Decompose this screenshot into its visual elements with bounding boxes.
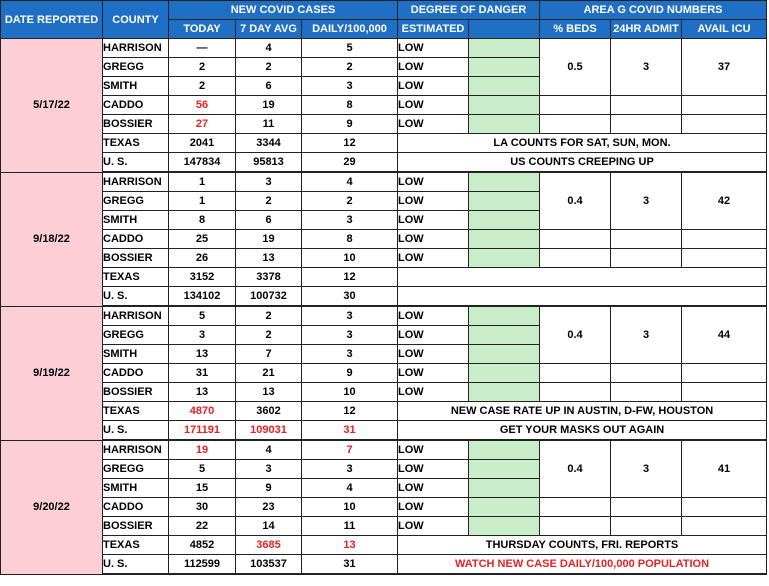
table-row	[1, 440, 767, 460]
daily-per-100k-cell[interactable]: 31	[302, 421, 398, 441]
seven-day-avg-cell[interactable]: 3685	[236, 536, 302, 555]
admit-24hr-cell[interactable]: 3	[611, 440, 682, 498]
pct-beds-cell[interactable]: 0.4	[540, 440, 611, 498]
county-cell[interactable]: CADDO	[103, 498, 169, 517]
county-cell[interactable]: SMITH	[103, 345, 169, 364]
table-row	[1, 536, 767, 555]
seven-day-avg-cell[interactable]: 3602	[236, 402, 302, 421]
seven-day-avg-cell[interactable]: 2	[236, 58, 302, 77]
today-cell[interactable]: 171191	[169, 421, 236, 441]
today-cell[interactable]: 3	[169, 326, 236, 345]
county-cell[interactable]: GREGG	[103, 192, 169, 211]
danger-estimated-cell[interactable]: LOW	[398, 58, 469, 77]
seven-day-avg-cell[interactable]: 4	[236, 440, 302, 460]
danger-color-cell[interactable]	[469, 364, 540, 383]
daily-per-100k-cell[interactable]: 10	[302, 498, 398, 517]
note-cell[interactable]: LA COUNTS FOR SAT, SUN, MON.	[398, 134, 767, 153]
daily-per-100k-cell[interactable]: 11	[302, 517, 398, 536]
empty-cell[interactable]	[540, 364, 611, 383]
header-7day-avg: 7 DAY AVG	[236, 20, 302, 39]
danger-color-cell[interactable]	[469, 306, 540, 326]
daily-per-100k-cell[interactable]: 3	[302, 211, 398, 230]
county-cell[interactable]: CADDO	[103, 230, 169, 249]
danger-color-cell[interactable]	[469, 39, 540, 58]
danger-color-cell[interactable]	[469, 211, 540, 230]
seven-day-avg-cell[interactable]: 21	[236, 364, 302, 383]
empty-cell[interactable]	[682, 498, 767, 517]
seven-day-avg-cell[interactable]: 14	[236, 517, 302, 536]
daily-per-100k-cell[interactable]: 2	[302, 192, 398, 211]
danger-estimated-cell[interactable]: LOW	[398, 172, 469, 192]
seven-day-avg-cell[interactable]: 6	[236, 77, 302, 96]
danger-estimated-cell[interactable]: LOW	[398, 306, 469, 326]
seven-day-avg-cell[interactable]: 13	[236, 383, 302, 402]
county-cell[interactable]: GREGG	[103, 326, 169, 345]
table-row	[1, 268, 767, 287]
daily-per-100k-cell[interactable]: 8	[302, 96, 398, 115]
daily-per-100k-cell[interactable]: 4	[302, 172, 398, 192]
empty-cell[interactable]	[682, 517, 767, 536]
danger-color-cell[interactable]	[469, 517, 540, 536]
county-cell[interactable]: U. S.	[103, 555, 169, 575]
empty-cell[interactable]	[682, 115, 767, 134]
today-cell[interactable]: 4870	[169, 402, 236, 421]
danger-estimated-cell[interactable]: LOW	[398, 364, 469, 383]
danger-estimated-cell[interactable]: LOW	[398, 249, 469, 268]
daily-per-100k-cell[interactable]: 3	[302, 460, 398, 479]
danger-estimated-cell[interactable]: LOW	[398, 440, 469, 460]
empty-cell[interactable]	[611, 230, 682, 249]
danger-estimated-cell[interactable]: LOW	[398, 326, 469, 345]
county-cell[interactable]: HARRISON	[103, 39, 169, 58]
today-cell[interactable]: 56	[169, 96, 236, 115]
seven-day-avg-cell[interactable]: 13	[236, 249, 302, 268]
danger-color-cell[interactable]	[469, 460, 540, 479]
danger-color-cell[interactable]	[469, 498, 540, 517]
danger-estimated-cell[interactable]: LOW	[398, 460, 469, 479]
seven-day-avg-cell[interactable]: 3344	[236, 134, 302, 153]
empty-cell[interactable]	[611, 115, 682, 134]
danger-estimated-cell[interactable]: LOW	[398, 383, 469, 402]
date-cell[interactable]: 9/18/22	[1, 172, 103, 306]
header-date-reported: DATE REPORTED	[1, 1, 103, 39]
table-row	[1, 498, 767, 517]
avail-icu-cell[interactable]: 41	[682, 440, 767, 498]
seven-day-avg-cell[interactable]: 6	[236, 211, 302, 230]
header-today: TODAY	[169, 20, 236, 39]
admit-24hr-cell[interactable]: 3	[611, 172, 682, 230]
daily-per-100k-cell[interactable]: 4	[302, 479, 398, 498]
today-cell[interactable]: 30	[169, 498, 236, 517]
daily-per-100k-cell[interactable]: 10	[302, 249, 398, 268]
county-cell[interactable]: TEXAS	[103, 402, 169, 421]
danger-estimated-cell[interactable]: LOW	[398, 498, 469, 517]
table-row	[1, 287, 767, 307]
daily-per-100k-cell[interactable]: 9	[302, 364, 398, 383]
county-cell[interactable]: BOSSIER	[103, 383, 169, 402]
danger-estimated-cell[interactable]: LOW	[398, 39, 469, 58]
date-cell[interactable]: 5/17/22	[1, 39, 103, 173]
danger-estimated-cell[interactable]: LOW	[398, 230, 469, 249]
note-cell[interactable]: THURSDAY COUNTS, FRI. REPORTS	[398, 536, 767, 555]
avail-icu-cell[interactable]: 42	[682, 172, 767, 230]
county-cell[interactable]: SMITH	[103, 479, 169, 498]
danger-estimated-cell[interactable]: LOW	[398, 211, 469, 230]
daily-per-100k-cell[interactable]: 29	[302, 153, 398, 173]
daily-per-100k-cell[interactable]: 5	[302, 39, 398, 58]
today-cell[interactable]: 27	[169, 115, 236, 134]
seven-day-avg-cell[interactable]: 3378	[236, 268, 302, 287]
daily-per-100k-cell[interactable]: 10	[302, 383, 398, 402]
table-row	[1, 402, 767, 421]
header-blank	[469, 20, 540, 39]
seven-day-avg-cell[interactable]: 9	[236, 479, 302, 498]
county-cell[interactable]: HARRISON	[103, 440, 169, 460]
danger-color-cell[interactable]	[469, 96, 540, 115]
danger-estimated-cell[interactable]: LOW	[398, 479, 469, 498]
empty-cell[interactable]	[611, 364, 682, 383]
empty-cell[interactable]	[540, 96, 611, 115]
seven-day-avg-cell[interactable]: 95813	[236, 153, 302, 173]
avail-icu-cell[interactable]: 44	[682, 306, 767, 364]
today-cell[interactable]: 5	[169, 460, 236, 479]
daily-per-100k-cell[interactable]: 12	[302, 134, 398, 153]
note-cell[interactable]	[398, 287, 767, 307]
seven-day-avg-cell[interactable]: 2	[236, 192, 302, 211]
header-degree-of-danger: DEGREE OF DANGER	[398, 1, 540, 20]
note-cell[interactable]: NEW CASE RATE UP IN AUSTIN, D-FW, HOUSTON	[398, 402, 767, 421]
today-cell[interactable]: 13	[169, 345, 236, 364]
county-cell[interactable]: SMITH	[103, 211, 169, 230]
danger-color-cell[interactable]	[469, 77, 540, 96]
daily-per-100k-cell[interactable]: 13	[302, 536, 398, 555]
empty-cell[interactable]	[611, 517, 682, 536]
empty-cell[interactable]	[611, 498, 682, 517]
today-cell[interactable]: 2041	[169, 134, 236, 153]
today-cell[interactable]: 5	[169, 306, 236, 326]
note-cell[interactable]: GET YOUR MASKS OUT AGAIN	[398, 421, 767, 441]
county-cell[interactable]: U. S.	[103, 287, 169, 307]
today-cell[interactable]: 147834	[169, 153, 236, 173]
county-cell[interactable]: GREGG	[103, 58, 169, 77]
today-cell[interactable]: 13	[169, 383, 236, 402]
danger-color-cell[interactable]	[469, 192, 540, 211]
table-row	[1, 115, 767, 134]
county-cell[interactable]: CADDO	[103, 96, 169, 115]
county-cell[interactable]: U. S.	[103, 421, 169, 441]
table-body	[1, 39, 767, 575]
today-cell[interactable]: 26	[169, 249, 236, 268]
danger-estimated-cell[interactable]: LOW	[398, 345, 469, 364]
pct-beds-cell[interactable]: 0.4	[540, 306, 611, 364]
daily-per-100k-cell[interactable]: 12	[302, 402, 398, 421]
county-cell[interactable]: SMITH	[103, 77, 169, 96]
empty-cell[interactable]	[540, 383, 611, 402]
table-row	[1, 39, 767, 58]
header-24hr-admit: 24HR ADMIT	[611, 20, 682, 39]
header-daily-per-100k: DAILY/100,000	[302, 20, 398, 39]
empty-cell[interactable]	[540, 115, 611, 134]
admit-24hr-cell[interactable]: 3	[611, 39, 682, 96]
table-row	[1, 555, 767, 575]
daily-per-100k-cell[interactable]: 8	[302, 230, 398, 249]
empty-cell[interactable]	[682, 249, 767, 268]
header-pct-beds: % BEDS	[540, 20, 611, 39]
today-cell[interactable]: 1	[169, 172, 236, 192]
danger-estimated-cell[interactable]: LOW	[398, 192, 469, 211]
county-cell[interactable]: GREGG	[103, 460, 169, 479]
today-cell[interactable]: 4852	[169, 536, 236, 555]
table-row	[1, 134, 767, 153]
danger-color-cell[interactable]	[469, 383, 540, 402]
empty-cell[interactable]	[682, 96, 767, 115]
table-row	[1, 153, 767, 173]
today-cell[interactable]: —	[169, 39, 236, 58]
county-cell[interactable]: HARRISON	[103, 306, 169, 326]
daily-per-100k-cell[interactable]: 3	[302, 306, 398, 326]
daily-per-100k-cell[interactable]: 7	[302, 440, 398, 460]
seven-day-avg-cell[interactable]: 3	[236, 172, 302, 192]
today-cell[interactable]: 19	[169, 440, 236, 460]
danger-color-cell[interactable]	[469, 345, 540, 364]
note-cell[interactable]	[398, 268, 767, 287]
pct-beds-cell[interactable]: 0.4	[540, 172, 611, 230]
county-cell[interactable]: BOSSIER	[103, 517, 169, 536]
county-cell[interactable]: TEXAS	[103, 536, 169, 555]
empty-cell[interactable]	[540, 498, 611, 517]
danger-color-cell[interactable]	[469, 230, 540, 249]
seven-day-avg-cell[interactable]: 23	[236, 498, 302, 517]
seven-day-avg-cell[interactable]: 100732	[236, 287, 302, 307]
county-cell[interactable]: TEXAS	[103, 134, 169, 153]
today-cell[interactable]: 134102	[169, 287, 236, 307]
seven-day-avg-cell[interactable]: 7	[236, 345, 302, 364]
header-new-covid-cases: NEW COVID CASES	[169, 1, 398, 20]
table-row	[1, 249, 767, 268]
table-row	[1, 517, 767, 536]
empty-cell[interactable]	[540, 517, 611, 536]
daily-per-100k-cell[interactable]: 3	[302, 77, 398, 96]
daily-per-100k-cell[interactable]: 2	[302, 58, 398, 77]
today-cell[interactable]: 2	[169, 77, 236, 96]
header-county: COUNTY	[103, 1, 169, 39]
header-estimated: ESTIMATED	[398, 20, 469, 39]
danger-estimated-cell[interactable]: LOW	[398, 115, 469, 134]
daily-per-100k-cell[interactable]: 3	[302, 326, 398, 345]
county-cell[interactable]: BOSSIER	[103, 115, 169, 134]
today-cell[interactable]: 8	[169, 211, 236, 230]
county-cell[interactable]: TEXAS	[103, 268, 169, 287]
daily-per-100k-cell[interactable]: 30	[302, 287, 398, 307]
today-cell[interactable]: 25	[169, 230, 236, 249]
empty-cell[interactable]	[682, 230, 767, 249]
today-cell[interactable]: 112599	[169, 555, 236, 575]
today-cell[interactable]: 15	[169, 479, 236, 498]
table-row	[1, 421, 767, 441]
pct-beds-cell[interactable]: 0.5	[540, 39, 611, 96]
note-cell[interactable]: US COUNTS CREEPING UP	[398, 153, 767, 173]
danger-estimated-cell[interactable]: LOW	[398, 77, 469, 96]
county-cell[interactable]: BOSSIER	[103, 249, 169, 268]
header-area-g: AREA G COVID NUMBERS	[540, 1, 767, 20]
daily-per-100k-cell[interactable]: 12	[302, 268, 398, 287]
empty-cell[interactable]	[611, 249, 682, 268]
danger-color-cell[interactable]	[469, 479, 540, 498]
table-row	[1, 172, 767, 192]
danger-estimated-cell[interactable]: LOW	[398, 96, 469, 115]
today-cell[interactable]: 1	[169, 192, 236, 211]
danger-color-cell[interactable]	[469, 440, 540, 460]
danger-color-cell[interactable]	[469, 58, 540, 77]
seven-day-avg-cell[interactable]: 2	[236, 326, 302, 345]
seven-day-avg-cell[interactable]: 19	[236, 230, 302, 249]
table-row	[1, 96, 767, 115]
table-row	[1, 230, 767, 249]
today-cell[interactable]: 3152	[169, 268, 236, 287]
date-cell[interactable]: 9/19/22	[1, 306, 103, 440]
admit-24hr-cell[interactable]: 3	[611, 306, 682, 364]
date-cell[interactable]: 9/20/22	[1, 440, 103, 574]
empty-cell[interactable]	[611, 96, 682, 115]
danger-estimated-cell[interactable]: LOW	[398, 517, 469, 536]
daily-per-100k-cell[interactable]: 9	[302, 115, 398, 134]
empty-cell[interactable]	[682, 383, 767, 402]
note-cell[interactable]: WATCH NEW CASE DAILY/100,000 POPULATION	[398, 555, 767, 575]
empty-cell[interactable]	[611, 383, 682, 402]
seven-day-avg-cell[interactable]: 103537	[236, 555, 302, 575]
seven-day-avg-cell[interactable]: 19	[236, 96, 302, 115]
today-cell[interactable]: 2	[169, 58, 236, 77]
seven-day-avg-cell[interactable]: 109031	[236, 421, 302, 441]
header-avail-icu: AVAIL ICU	[682, 20, 767, 39]
danger-color-cell[interactable]	[469, 326, 540, 345]
daily-per-100k-cell[interactable]: 3	[302, 345, 398, 364]
danger-color-cell[interactable]	[469, 115, 540, 134]
table-row	[1, 383, 767, 402]
daily-per-100k-cell[interactable]: 31	[302, 555, 398, 575]
county-cell[interactable]: HARRISON	[103, 172, 169, 192]
seven-day-avg-cell[interactable]: 2	[236, 306, 302, 326]
empty-cell[interactable]	[540, 230, 611, 249]
empty-cell[interactable]	[540, 249, 611, 268]
table-row	[1, 364, 767, 383]
seven-day-avg-cell[interactable]: 4	[236, 39, 302, 58]
empty-cell[interactable]	[682, 364, 767, 383]
today-cell[interactable]: 22	[169, 517, 236, 536]
table-row	[1, 306, 767, 326]
danger-color-cell[interactable]	[469, 172, 540, 192]
avail-icu-cell[interactable]: 37	[682, 39, 767, 96]
seven-day-avg-cell[interactable]: 11	[236, 115, 302, 134]
today-cell[interactable]: 31	[169, 364, 236, 383]
county-cell[interactable]: CADDO	[103, 364, 169, 383]
seven-day-avg-cell[interactable]: 3	[236, 460, 302, 479]
danger-color-cell[interactable]	[469, 249, 540, 268]
county-cell[interactable]: U. S.	[103, 153, 169, 173]
